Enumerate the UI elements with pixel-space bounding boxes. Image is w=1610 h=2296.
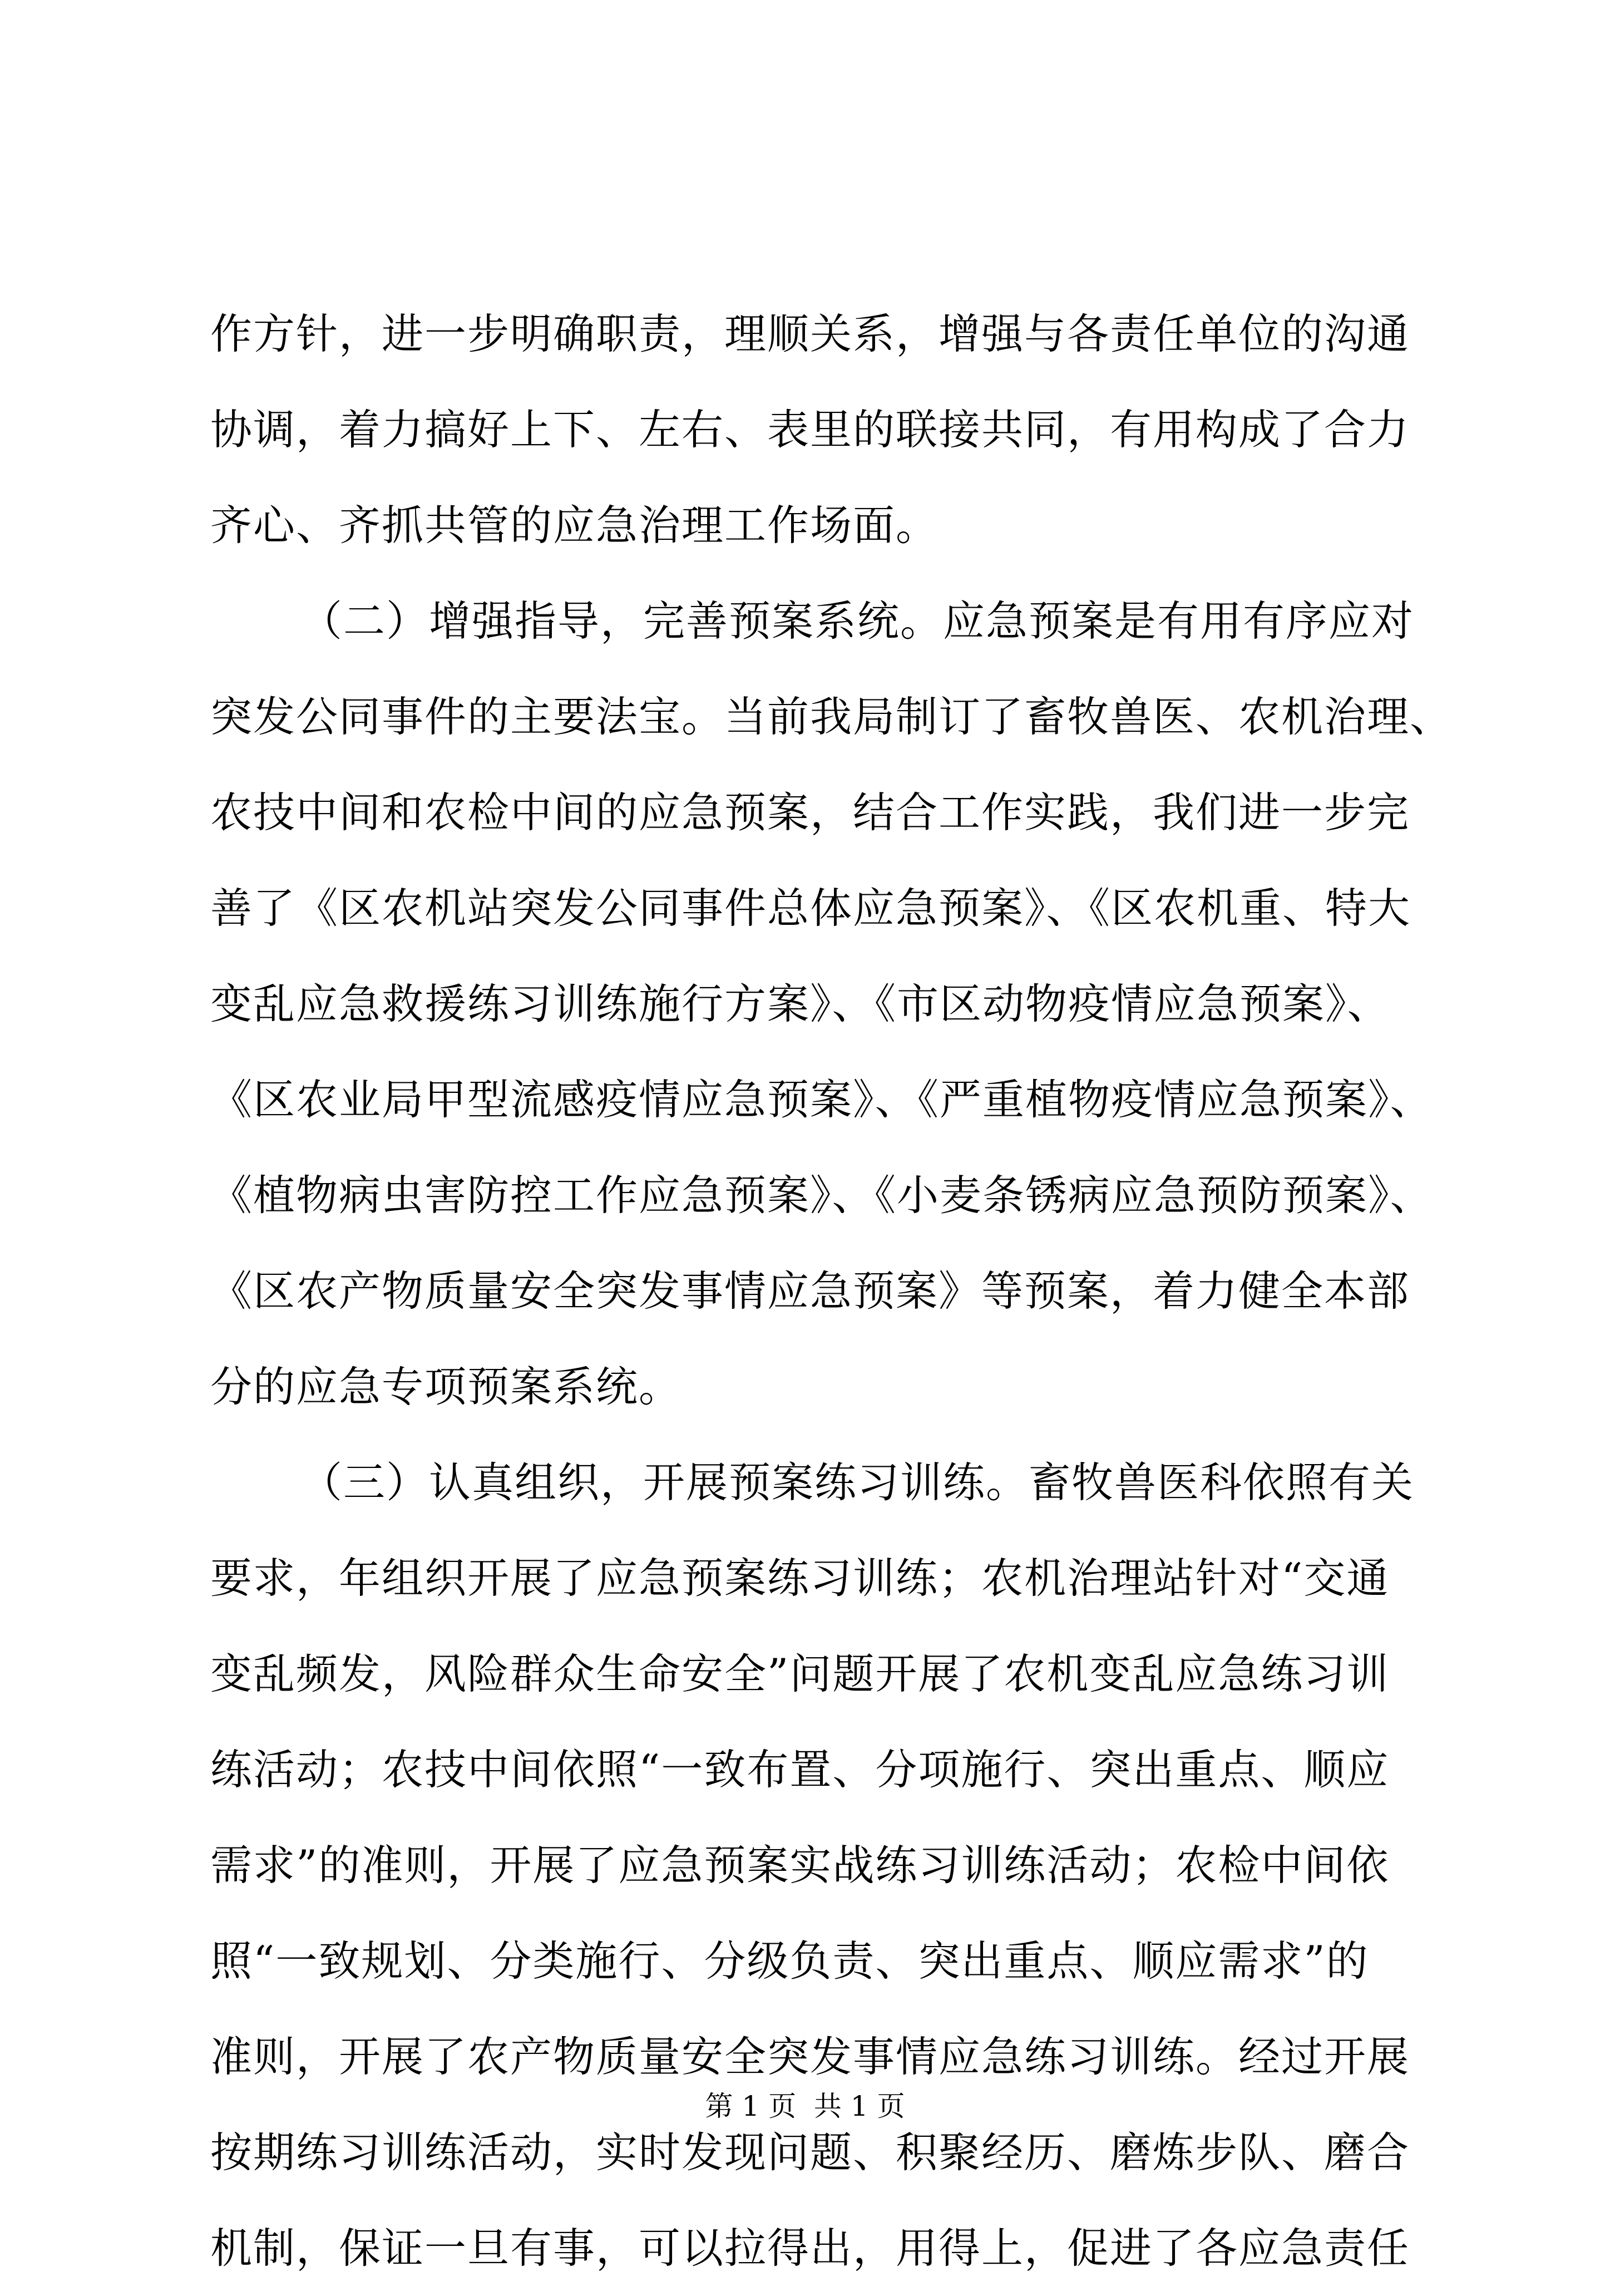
text-line: 突发公同事件的主要法宝。当前我局制订了畜牧兽医、农机治理、 xyxy=(210,692,1453,741)
text-line: （三）认真组织，开展预案练习训练。畜牧兽医科依照有关 xyxy=(300,1458,1415,1507)
text-line: 机制，保证一旦有事，可以拉得出，用得上，促进了各应急责任 xyxy=(210,2224,1410,2273)
text-line: 农技中间和农检中间的应急预案，结合工作实践，我们进一步完 xyxy=(210,788,1410,837)
body-text xyxy=(210,286,1456,2296)
text-line: 按期练习训练活动，实时发现问题、积聚经历、磨炼步队、磨合 xyxy=(210,2128,1410,2177)
text-line: 分的应急专项预案系统。 xyxy=(210,1362,682,1411)
text-line: 协调，着力搞好上下、左右、表里的联接共同，有用构成了合力 xyxy=(210,405,1410,454)
text-line: 善了《区农机站突发公同事件总体应急预案》、《区农机重、特大 xyxy=(210,884,1411,933)
text-line: 齐心、齐抓共管的应急治理工作场面。 xyxy=(210,501,939,550)
text-line: 照“一致规划、分类施行、分级负责、突出重点、顺应需求”的 xyxy=(210,1937,1369,1985)
text-line: 变乱频发，风险群众生命安全”问题开展了农机变乱应急练习训 xyxy=(210,1649,1390,1698)
text-line: （二）增强指导，完善预案系统。应急预案是有用有序应对 xyxy=(300,597,1415,646)
text-line: 《区农产物质量安全突发事情应急预案》等预案，着力健全本部 xyxy=(210,1267,1410,1315)
page-footer: 第 1 页 共 1 页 xyxy=(705,2090,905,2122)
text-line: 准则，开展了农产物质量安全突发事情应急练习训练。经过开展 xyxy=(210,2032,1410,2081)
text-line: 作方针，进一步明确职责，理顺关系，增强与各责任单位的沟通 xyxy=(210,309,1410,358)
text-line: 要求，年组织开展了应急预案练习训练；农机治理站针对“交通 xyxy=(210,1554,1390,1603)
text-line: 《植物病虫害防控工作应急预案》、《小麦条锈病应急预防预案》、 xyxy=(210,1171,1433,1220)
text-line: 需求”的准则，开展了应急预案实战练习训练活动；农检中间依 xyxy=(210,1841,1390,1890)
text-line: 练活动；农技中间依照“一致布置、分项施行、突出重点、顺应 xyxy=(210,1745,1390,1794)
text-line: 变乱应急救援练习训练施行方案》、《市区动物疫情应急预案》、 xyxy=(210,979,1390,1028)
text-line: 《区农业局甲型流感疫情应急预案》、《严重植物疫情应急预案》、 xyxy=(210,1075,1433,1124)
